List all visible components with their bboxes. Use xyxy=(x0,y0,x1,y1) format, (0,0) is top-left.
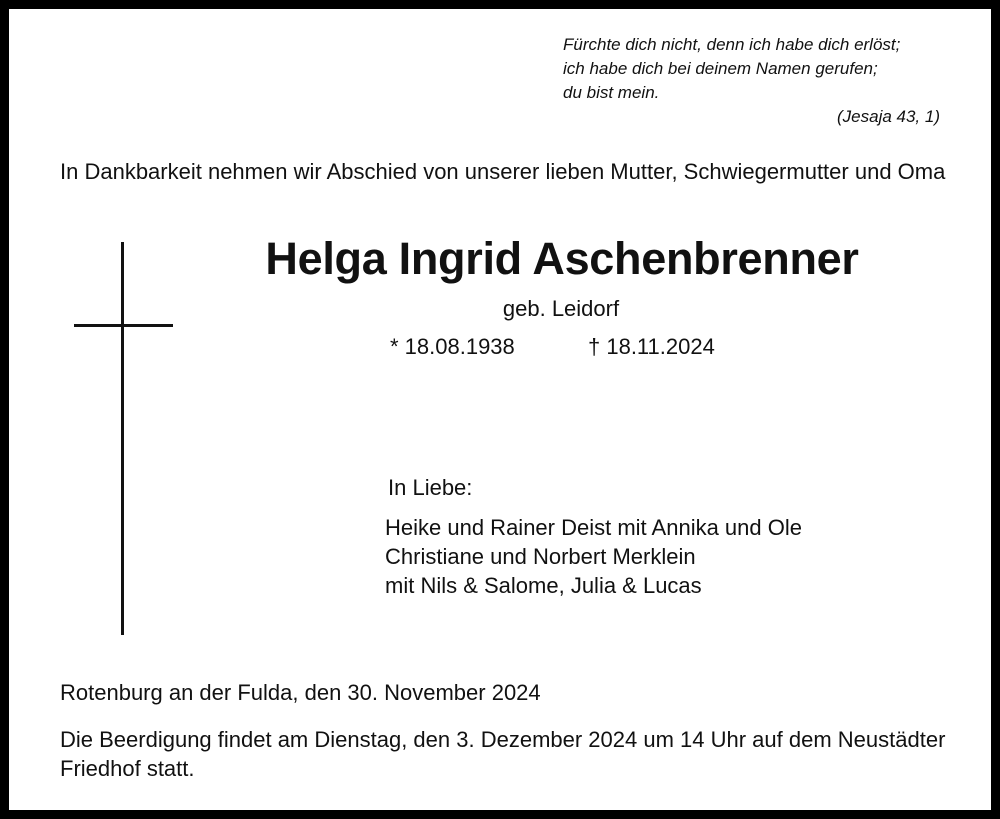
bible-verse xyxy=(563,33,943,129)
mourner-line: Heike und Rainer Deist mit Annika und Ole xyxy=(385,515,802,540)
verse-line: du bist mein. xyxy=(563,83,660,102)
deceased-name: Helga Ingrid Aschenbrenner xyxy=(265,233,859,284)
verse-line: Fürchte dich nicht, denn ich habe dich erlöst; xyxy=(563,35,901,54)
cross-horizontal-beam xyxy=(74,324,173,327)
maiden-name: geb. Leidorf xyxy=(502,296,620,321)
mourners-heading: In Liebe: xyxy=(388,475,473,500)
birth-date: * 18.08.1938 xyxy=(390,334,515,359)
death-date: † 18.11.2024 xyxy=(588,334,715,359)
verse-reference: (Jesaja 43, 1) xyxy=(837,107,940,126)
intro-text: In Dankbarkeit nehmen wir Abschied von unserer lieben Mutter, Schwiegermutter und Oma xyxy=(60,159,946,184)
cross-vertical-beam xyxy=(121,242,124,635)
mourner-line: mit Nils & Salome, Julia & Lucas xyxy=(385,573,702,598)
mourner-line: Christiane und Norbert Merklein xyxy=(385,544,696,569)
funeral-notice: Die Beerdigung findet am Dienstag, den 3. Dezember 2024 um 14 Uhr auf dem Neustädter Friedhof statt. xyxy=(60,727,946,781)
mourners-list xyxy=(385,513,802,600)
verse-line: ich habe dich bei deinem Namen gerufen; xyxy=(563,59,878,78)
place-and-date: Rotenburg an der Fulda, den 30. November 2024 xyxy=(60,680,541,705)
